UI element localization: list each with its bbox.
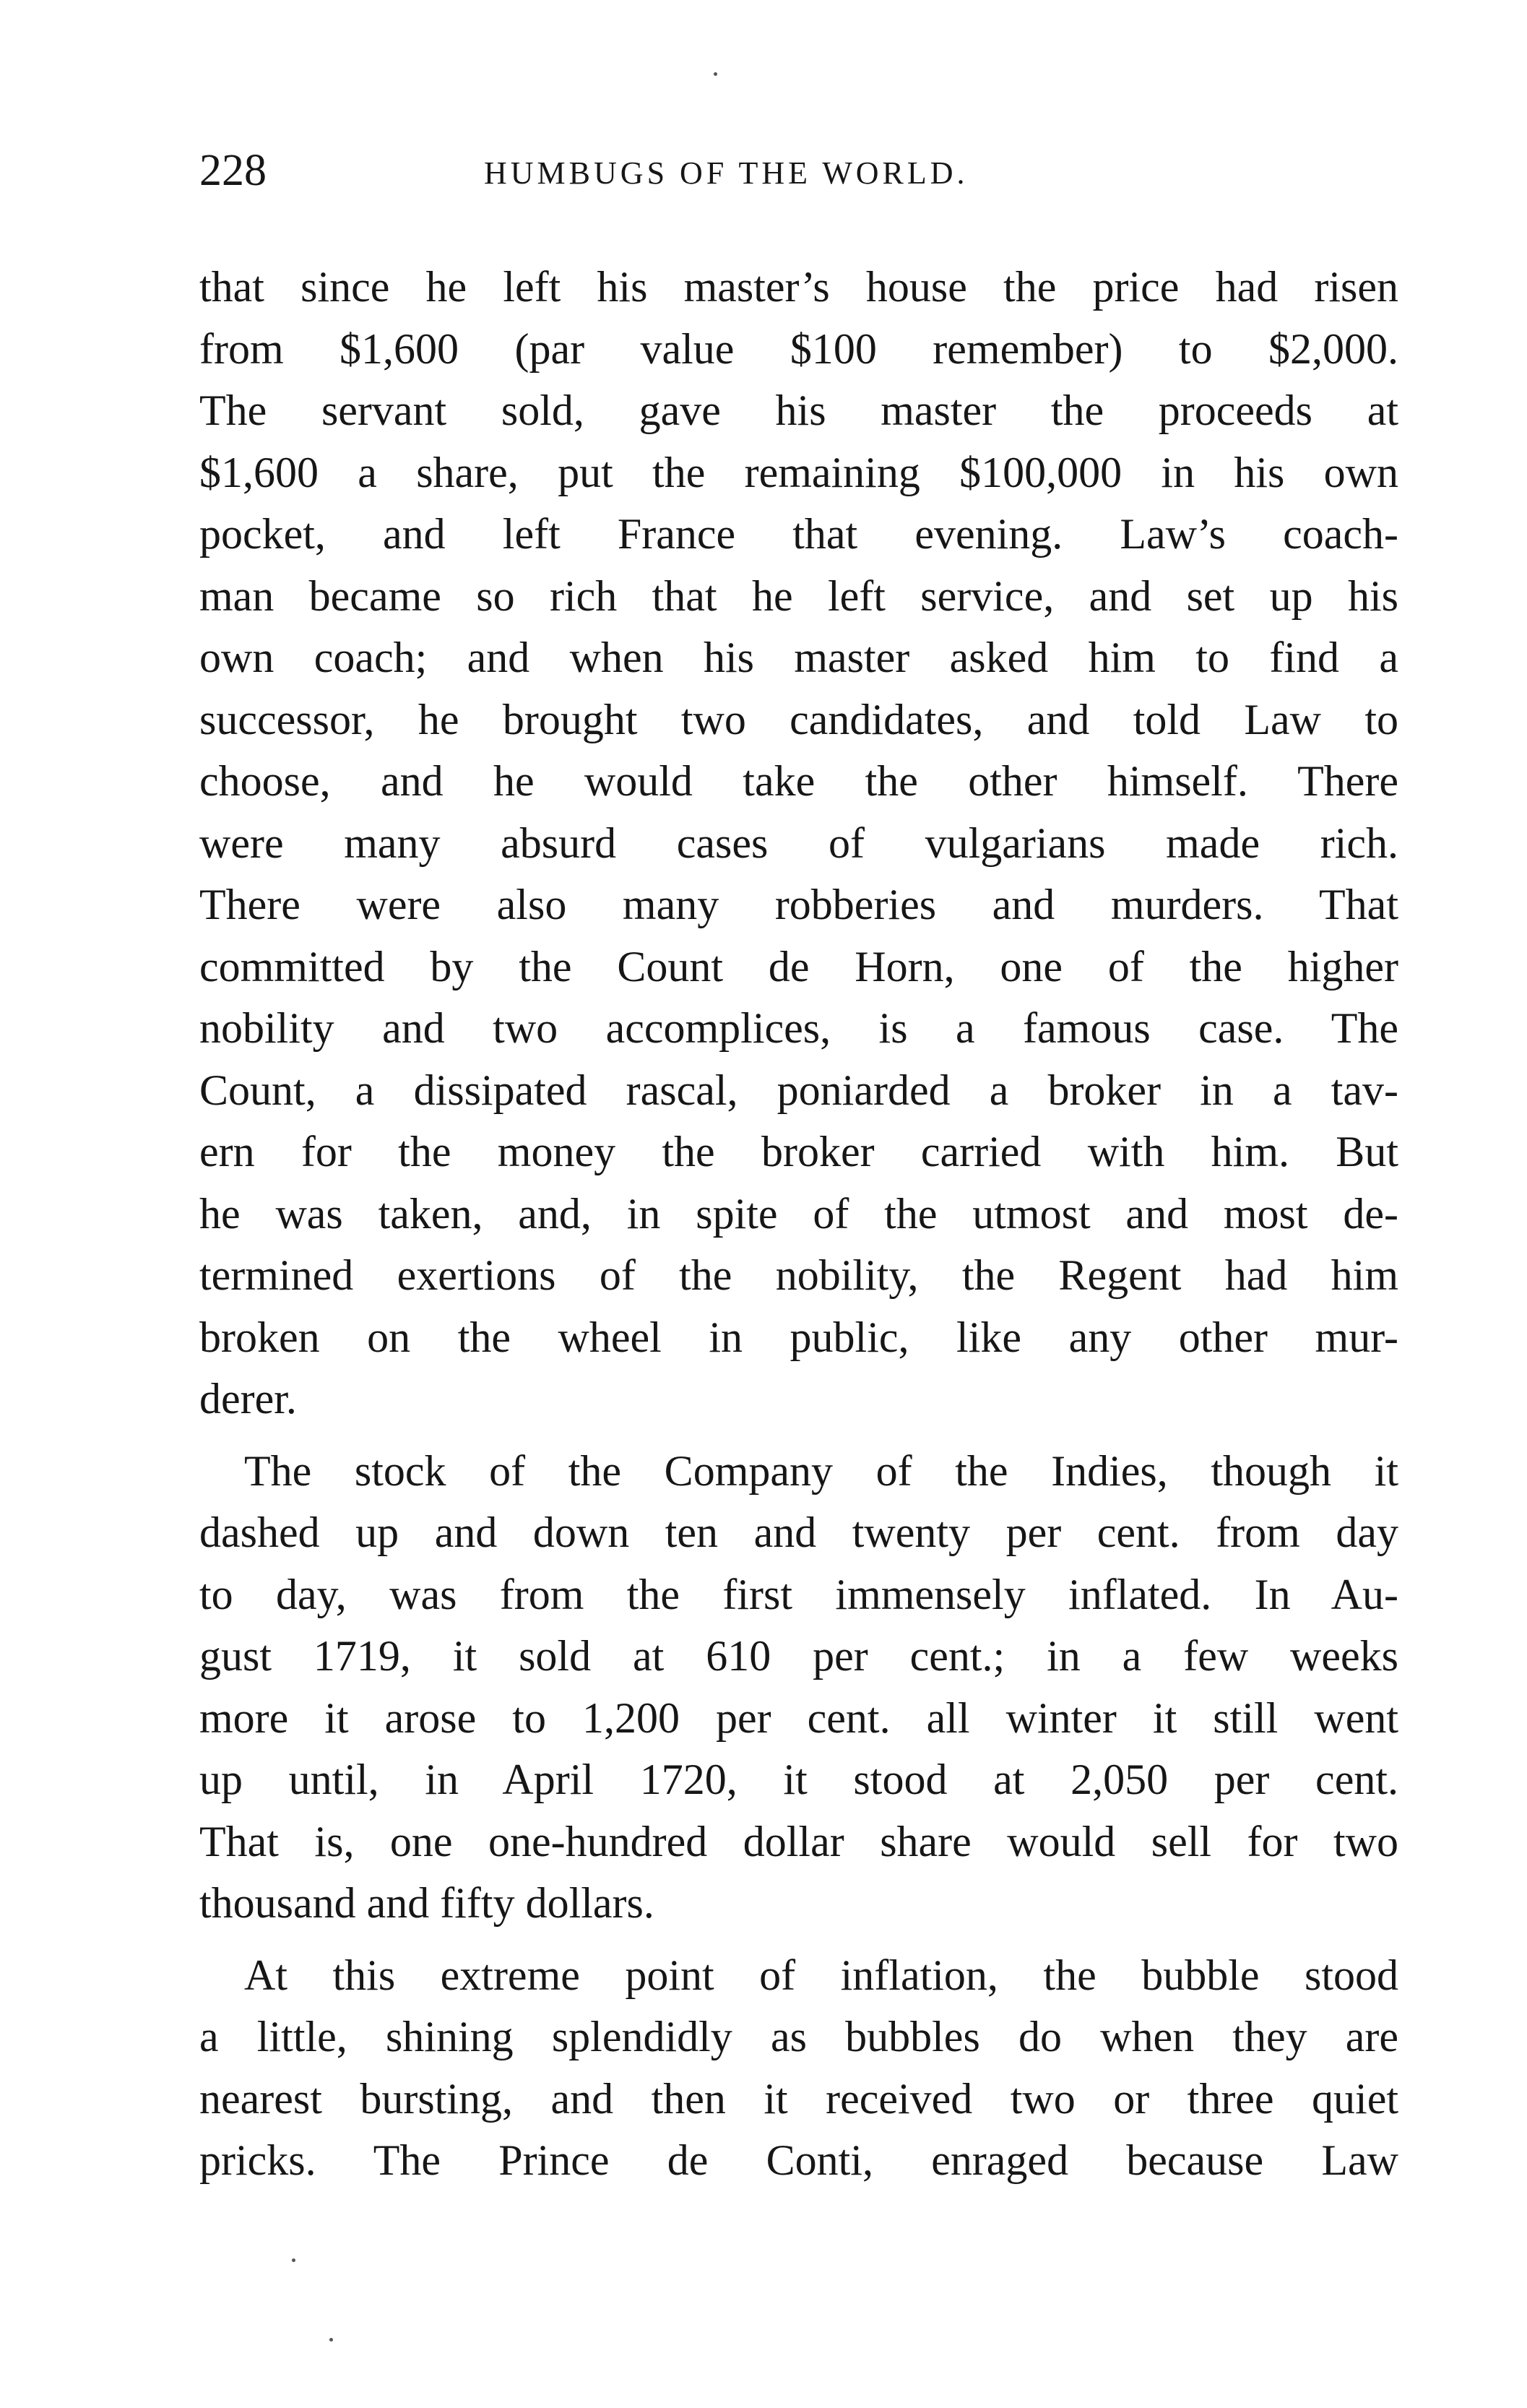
text-line: man became so rich that he left service, and set up his (199, 571, 1398, 620)
text-line: Count, a dissipated rascal, poniarded a broker in a tav- (199, 1066, 1398, 1114)
text-line: At this extreme point of inflation, the bubble stood (244, 1951, 1398, 1999)
text-line: ern for the money the broker carried with him. But (199, 1128, 1398, 1175)
text-line: pricks. The Prince de Conti, enraged because Law (199, 2136, 1398, 2184)
text-line: from $1,600 (par value $100 remember) to $2,000. (199, 324, 1398, 373)
paragraph-spacing (199, 1430, 1398, 1441)
text-line: more it arose to 1,200 per cent. all winter it still went (199, 1693, 1398, 1742)
text-line: committed by the Count de Horn, one of the higher (199, 942, 1398, 991)
text-line: $1,600 a share, put the remaining $100,000 in his own (199, 448, 1398, 496)
text-line: dashed up and down ten and twenty per cent. from day (199, 1509, 1398, 1556)
text-line: nearest bursting, and then it received two or three quiet (199, 2074, 1398, 2123)
text-line: successor, he brought two candidates, and told Law to (199, 695, 1398, 743)
text-line: a little, shining splendidly as bubbles do when they are (199, 2013, 1398, 2060)
paragraph-1 (199, 256, 1398, 1430)
paragraph-spacing (199, 1935, 1398, 1945)
paper-speck-decoration (714, 72, 717, 76)
text-line: termined exertions of the nobility, the Regent had him (199, 1251, 1398, 1299)
text-line: nobility and two accomplices, is a famous case. The (199, 1004, 1398, 1052)
page-number: 228 (199, 146, 267, 195)
text-line: own coach; and when his master asked him to find a (199, 634, 1398, 681)
text-line: The stock of the Company of the Indies, though it (244, 1446, 1398, 1495)
text-line: gust 1719, it sold at 610 per cent.; in a few weeks (199, 1632, 1398, 1680)
text-line: choose, and he would take the other himself. There (199, 757, 1398, 805)
body-text (199, 256, 1398, 2192)
text-line: he was taken, and, in spite of the utmost and most de- (199, 1189, 1398, 1238)
text-line: pocket, and left France that evening. Law’s coach- (199, 510, 1398, 558)
paper-speck-decoration (329, 2338, 333, 2342)
text-line: broken on the wheel in public, like any other mur- (199, 1313, 1398, 1361)
text-line: to day, was from the first immensely inflated. In Au- (199, 1570, 1398, 1618)
text-line: That is, one one-hundred dollar share would sell for two (199, 1817, 1398, 1865)
text-line: were many absurd cases of vulgarians made rich. (199, 819, 1398, 867)
text-line: thousand and fifty dollars. (199, 1879, 654, 1927)
page-header (199, 142, 1398, 199)
text-line: that since he left his master’s house the price had risen (199, 263, 1398, 311)
text-line: The servant sold, gave his master the proceeds at (199, 387, 1398, 434)
paragraph-3 (199, 1945, 1398, 2192)
text-line: There were also many robberies and murders. That (199, 881, 1398, 928)
text-line: up until, in April 1720, it stood at 2,050 per cent. (199, 1756, 1398, 1803)
running-title: HUMBUGS OF THE WORLD. (484, 155, 969, 191)
text-line: derer. (199, 1375, 297, 1423)
paper-speck-decoration (292, 2258, 295, 2262)
paragraph-2 (199, 1441, 1398, 1935)
